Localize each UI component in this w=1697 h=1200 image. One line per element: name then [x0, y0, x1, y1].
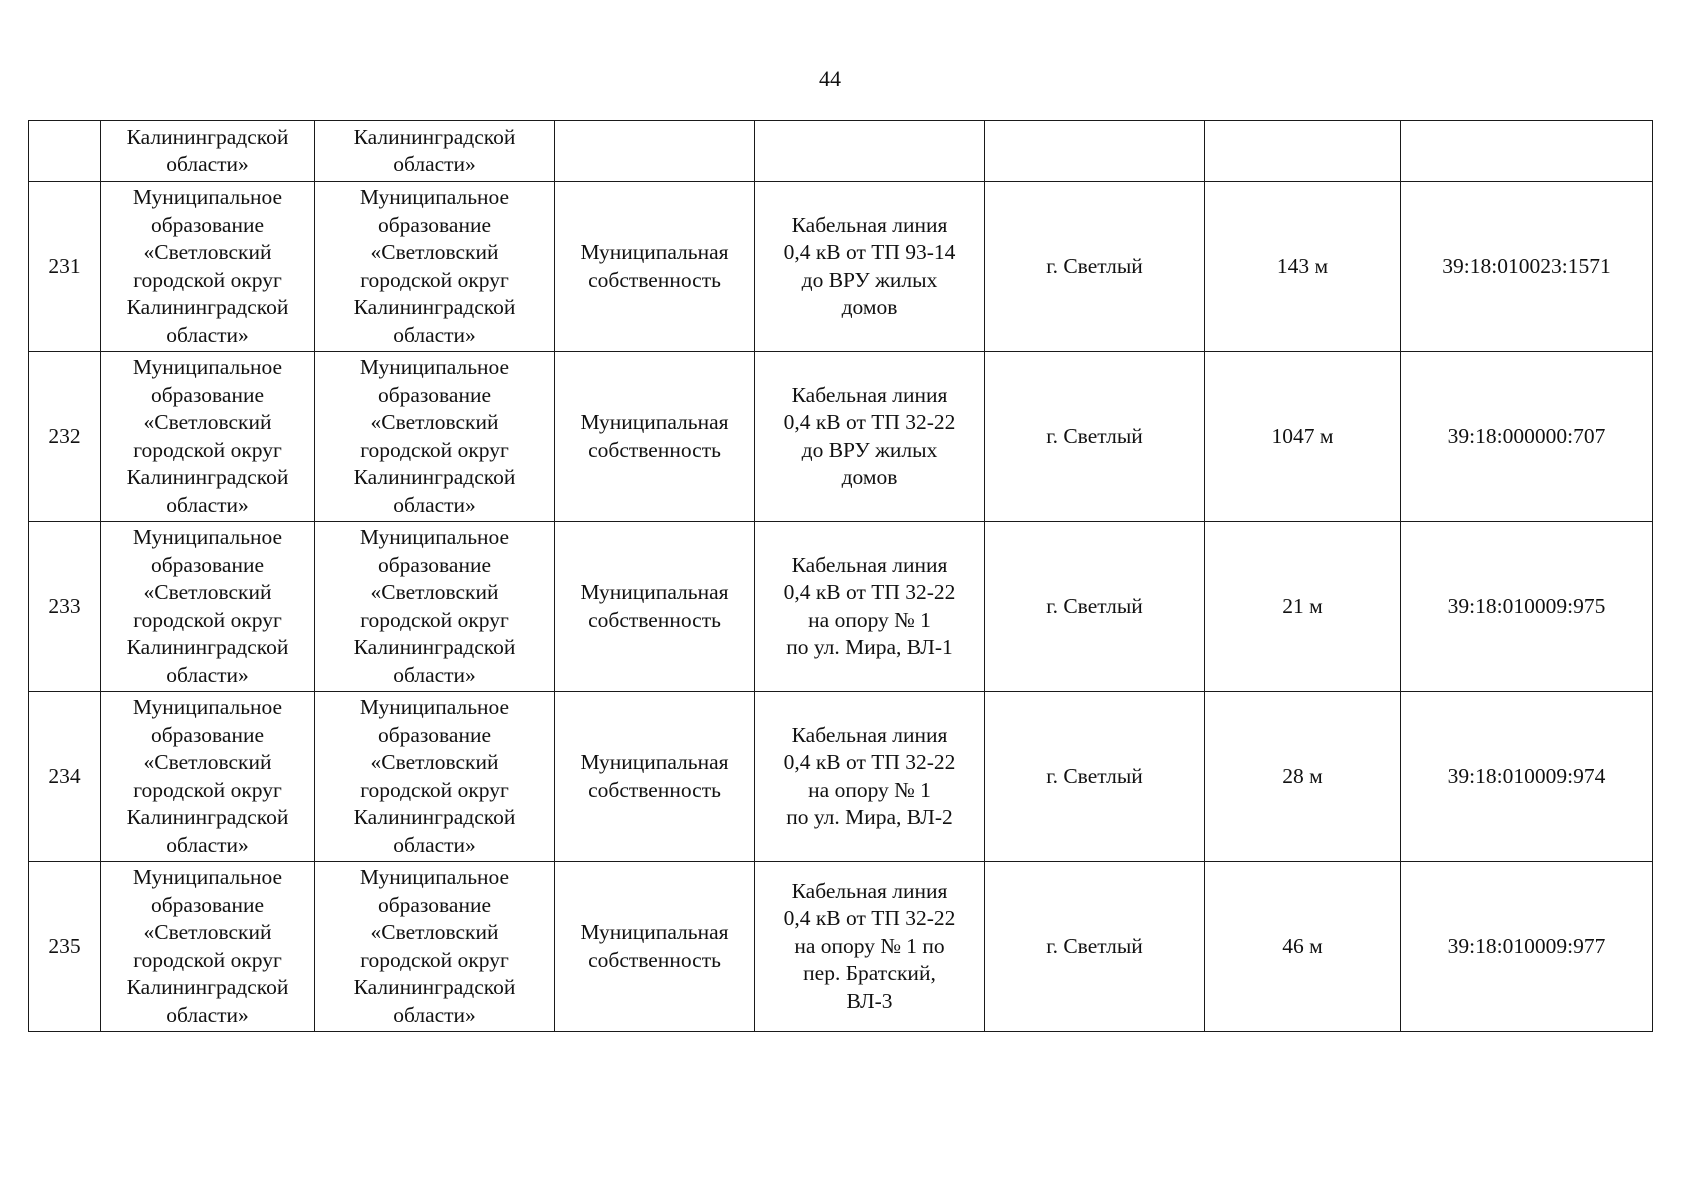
cell-number: 231: [29, 182, 101, 352]
cell-number: 234: [29, 692, 101, 862]
table-row: [29, 352, 1653, 522]
cell-cadastral: 39:18:010009:977: [1401, 862, 1653, 1032]
cell-number: 232: [29, 352, 101, 522]
cell-owner: Муниципальное образование «Светловский городской округ Калининградской области»: [101, 522, 315, 692]
cell-number: 235: [29, 862, 101, 1032]
cell-location: г. Светлый: [985, 692, 1205, 862]
cell-location: г. Светлый: [985, 522, 1205, 692]
cell-owner: Калининградской области»: [101, 121, 315, 182]
cell-owner: Муниципальное образование «Светловский городской округ Калининградской области»: [101, 352, 315, 522]
cell-location: [985, 121, 1205, 182]
cell-holder: Муниципальное образование «Светловский городской округ Калининградской области»: [315, 182, 555, 352]
cell-object: Кабельная линия 0,4 кВ от ТП 32-22 на опору № 1 по ул. Мира, ВЛ-1: [755, 522, 985, 692]
cell-cadastral: 39:18:000000:707: [1401, 352, 1653, 522]
cell-owner: Муниципальное образование «Светловский городской округ Калининградской области»: [101, 692, 315, 862]
property-registry-table: [28, 120, 1653, 1032]
cell-ownership: Муниципальная собственность: [555, 182, 755, 352]
cell-holder: Муниципальное образование «Светловский городской округ Калининградской области»: [315, 862, 555, 1032]
cell-holder: Муниципальное образование «Светловский городской округ Калининградской области»: [315, 352, 555, 522]
cell-location: г. Светлый: [985, 182, 1205, 352]
cell-number: [29, 121, 101, 182]
table-row: [29, 862, 1653, 1032]
cell-owner: Муниципальное образование «Светловский городской округ Калининградской области»: [101, 862, 315, 1032]
cell-cadastral: 39:18:010009:975: [1401, 522, 1653, 692]
cell-length: 28 м: [1205, 692, 1401, 862]
cell-length: 143 м: [1205, 182, 1401, 352]
cell-holder: Муниципальное образование «Светловский городской округ Калининградской области»: [315, 522, 555, 692]
cell-length: [1205, 121, 1401, 182]
cell-length: 1047 м: [1205, 352, 1401, 522]
cell-length: 21 м: [1205, 522, 1401, 692]
page-number: 44: [819, 66, 841, 91]
cell-holder: Муниципальное образование «Светловский городской округ Калининградской области»: [315, 692, 555, 862]
cell-object: Кабельная линия 0,4 кВ от ТП 93-14 до ВРУ жилых домов: [755, 182, 985, 352]
cell-object: Кабельная линия 0,4 кВ от ТП 32-22 на опору № 1 по пер. Братский, ВЛ-3: [755, 862, 985, 1032]
cell-cadastral: [1401, 121, 1653, 182]
cell-owner: Муниципальное образование «Светловский городской округ Калининградской области»: [101, 182, 315, 352]
table-row: [29, 522, 1653, 692]
table-row-continuation: [29, 121, 1653, 182]
cell-number: 233: [29, 522, 101, 692]
table-row: [29, 182, 1653, 352]
table-row: [29, 692, 1653, 862]
cell-object: [755, 121, 985, 182]
cell-ownership: Муниципальная собственность: [555, 862, 755, 1032]
cell-ownership: Муниципальная собственность: [555, 522, 755, 692]
cell-length: 46 м: [1205, 862, 1401, 1032]
cell-location: г. Светлый: [985, 352, 1205, 522]
cell-ownership: [555, 121, 755, 182]
cell-location: г. Светлый: [985, 862, 1205, 1032]
cell-ownership: Муниципальная собственность: [555, 352, 755, 522]
cell-cadastral: 39:18:010009:974: [1401, 692, 1653, 862]
cell-ownership: Муниципальная собственность: [555, 692, 755, 862]
cell-holder: Калининградской области»: [315, 121, 555, 182]
cell-object: Кабельная линия 0,4 кВ от ТП 32-22 до ВРУ жилых домов: [755, 352, 985, 522]
cell-object: Кабельная линия 0,4 кВ от ТП 32-22 на опору № 1 по ул. Мира, ВЛ-2: [755, 692, 985, 862]
cell-cadastral: 39:18:010023:1571: [1401, 182, 1653, 352]
